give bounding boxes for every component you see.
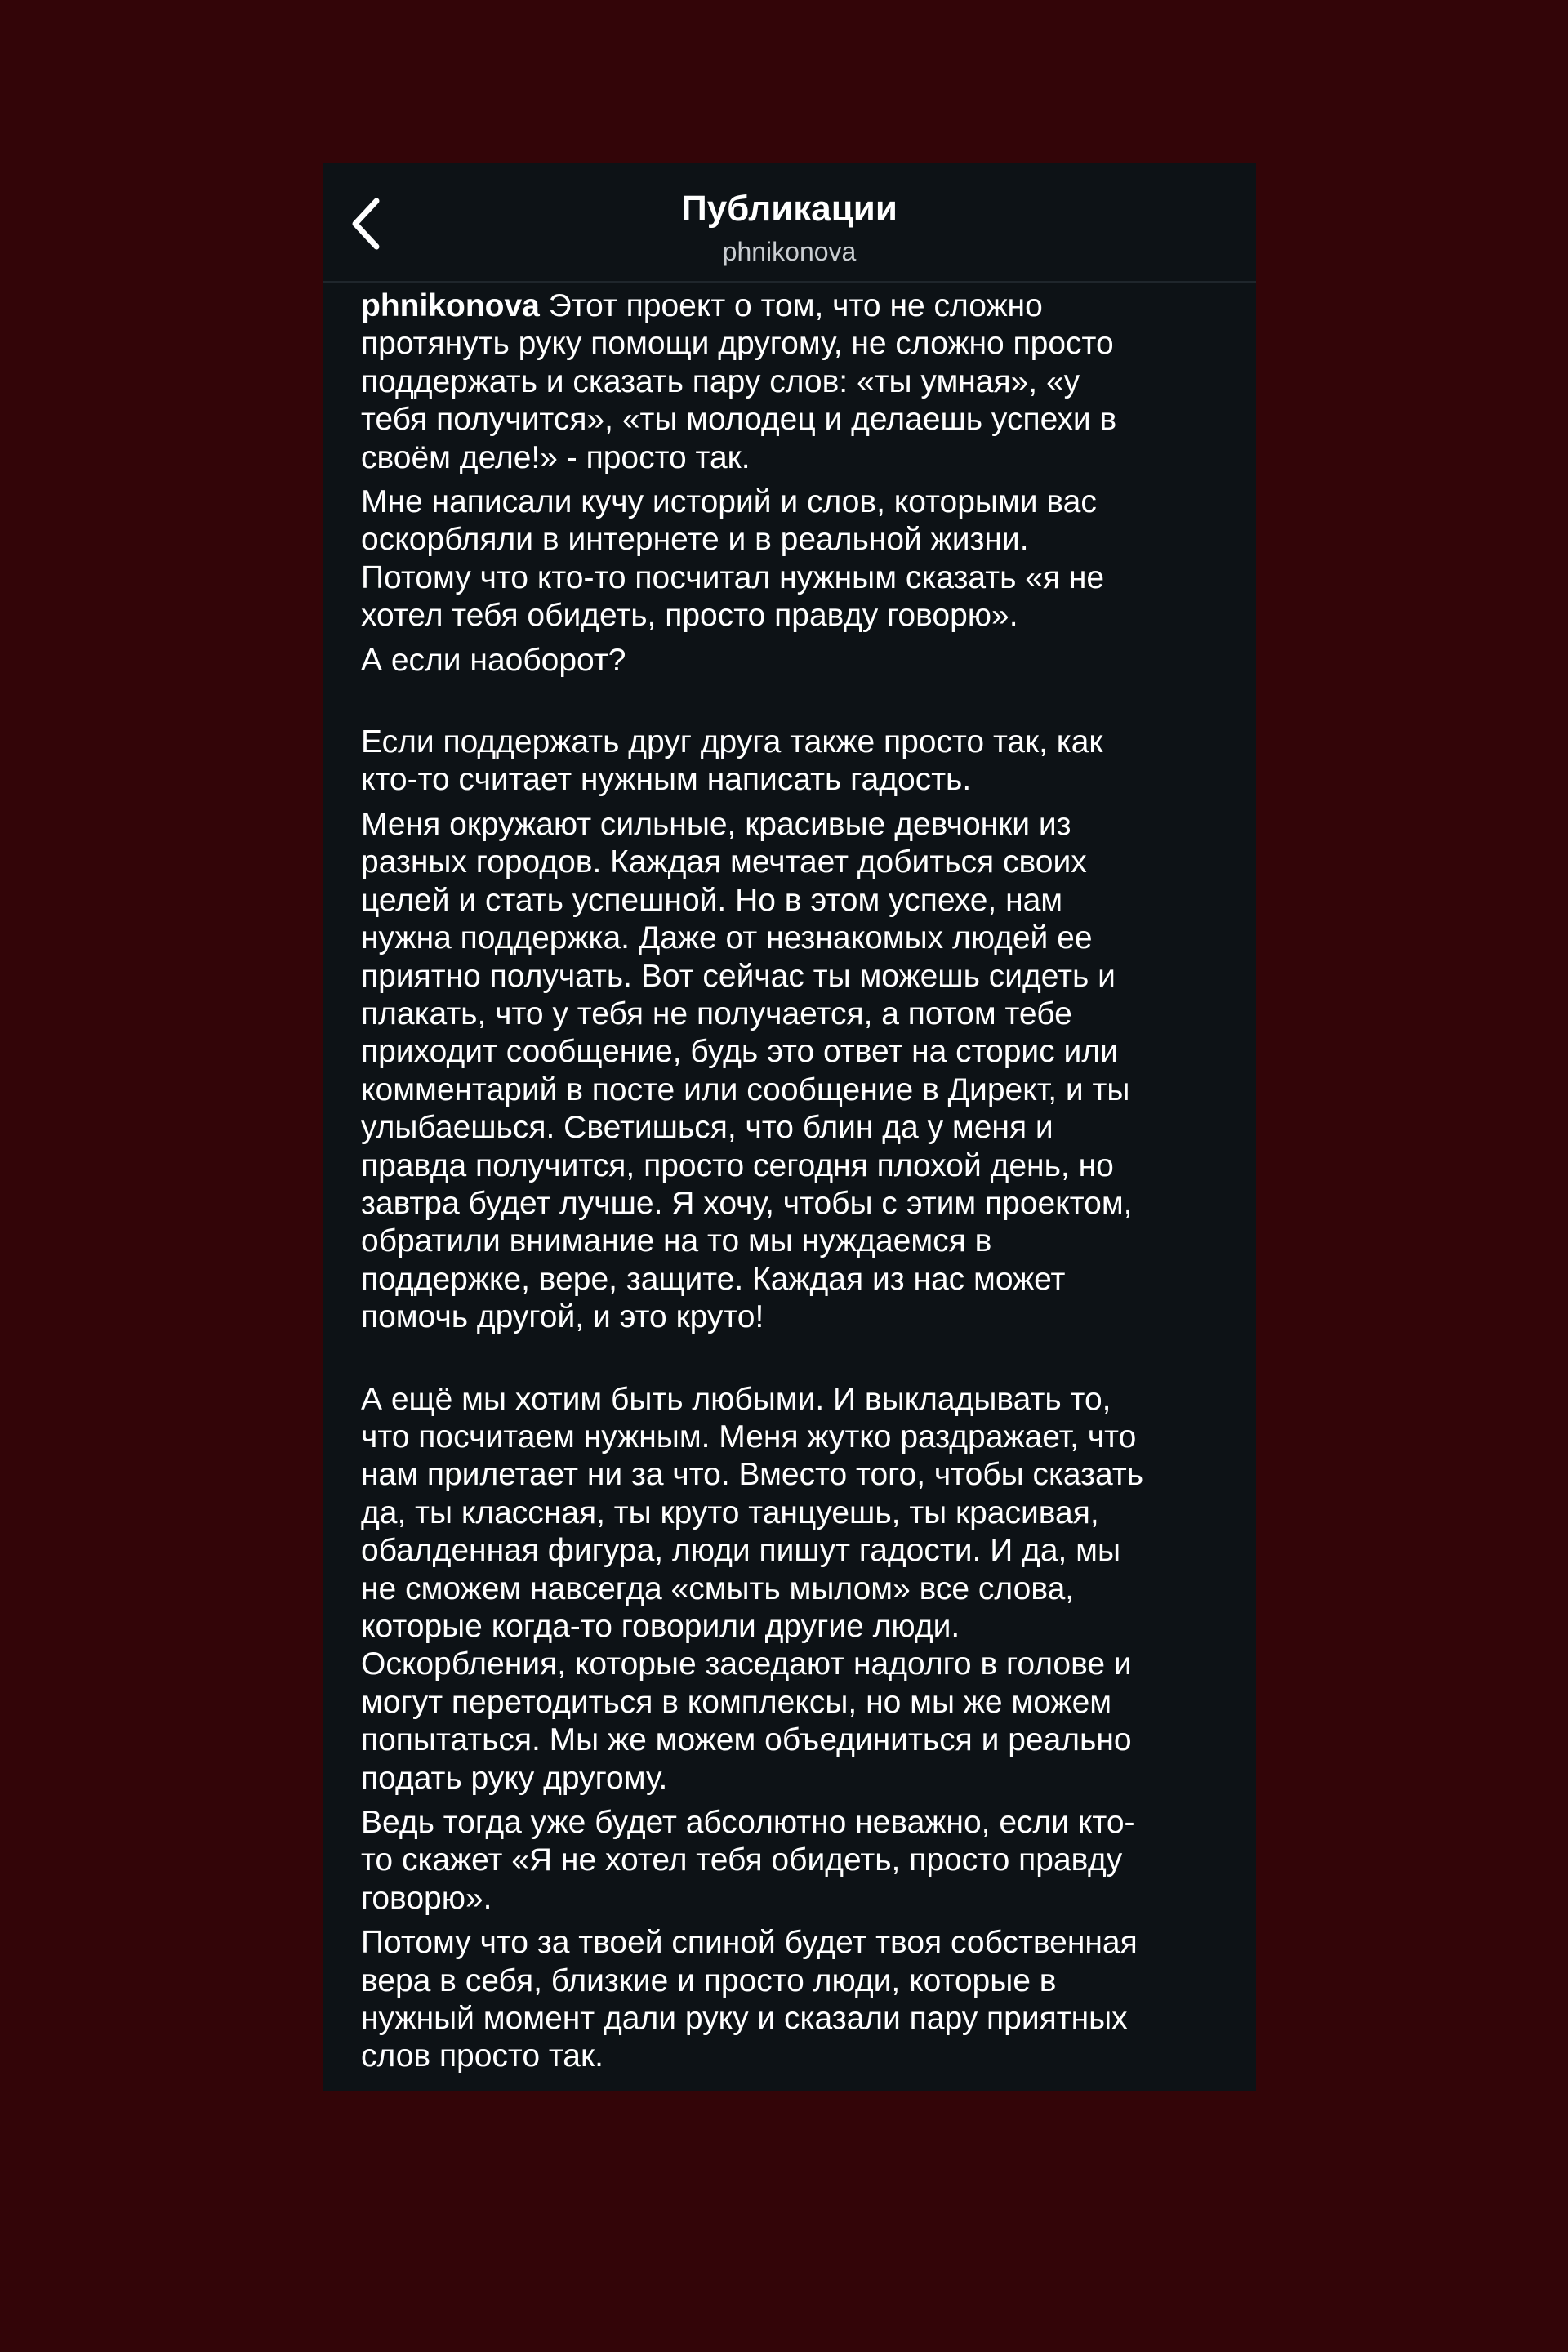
caption-paragraph: Если поддержать друг друга также просто так, как кто-то считает нужным написать гадость. bbox=[361, 724, 1103, 798]
caption-paragraph: Потому что за твоей спиной будет твоя собственная вера в себя, близкие и просто люди, которые в нужный момент дали руку и сказали пару приятных слов просто так. bbox=[361, 1925, 1138, 2074]
page-title: Публикации bbox=[681, 189, 898, 229]
caption-paragraph: Мне написали кучу историй и слов, которыми вас оскорбляли в интернете и в реальной жизни. Потому что кто-то посчитал нужным сказать «я не хотел тебя обидеть, просто правду говорю». bbox=[361, 484, 1105, 634]
caption-username[interactable]: phnikonova bbox=[361, 288, 540, 323]
caption-paragraph: Меня окружают сильные, красивые девчонки из разных городов. Каждая мечтает добиться своих целей и стать успешной. Но в этом успехе, нам нужна поддержка. Даже от незнакомых людей ее приятно получать. Вот сейчас ты можешь сидеть и плакать, что у тебя не получается, а потом тебе приходит сообщение, будь это ответ на сторис или комментарий в посте или сообщение в Директ, и ты улыбаешься. Светишься, что блин да у меня и правда получится, просто сегодня плохой день, но завтра будет лучше. Я хочу, чтобы с этим проектом, обратили внимание на то мы нуждаемся в поддержке, вере, защите. Каждая из нас может помочь другой, и это круто! bbox=[361, 806, 1133, 1335]
caption-paragraph: А если наоборот? bbox=[361, 642, 626, 678]
top-nav-bar bbox=[323, 163, 1256, 283]
post-caption bbox=[361, 287, 1235, 2076]
caption-paragraph bbox=[361, 287, 1235, 477]
page-subtitle-username: phnikonova bbox=[722, 237, 857, 266]
caption-paragraph: Ведь тогда уже будет абсолютно неважно, если кто- то скажет «Я не хотел тебя обидеть, просто правду говорю». bbox=[361, 1805, 1135, 1916]
caption-text: Этот проект о том, что не сложно протянуть руку помощи другому, не сложно просто поддержать и сказать пару слов: «ты умная», «у тебя получится», «ты молодец и делаешь успехи в своём деле!» - просто так. bbox=[361, 288, 1117, 475]
post-screen bbox=[323, 163, 1256, 2091]
caption-paragraph: А ещё мы хотим быть любыми. И выкладывать то, что посчитаем нужным. Меня жутко раздражает, что нам прилетает ни за что. Вместо того, чтобы сказать да, ты классная, ты круто танцуешь, ты красивая, обалденная фигура, люди пишут гадости. И да, мы не сможем навсегда «смыть мылом» все слова, которые когда-то говорили другие люди. Оскорбления, которые заседают надолго в голове и могут перетодиться в комплексы, но мы же можем попытаться. Мы же можем объединиться и реально подать руку другому. bbox=[361, 1381, 1144, 1796]
